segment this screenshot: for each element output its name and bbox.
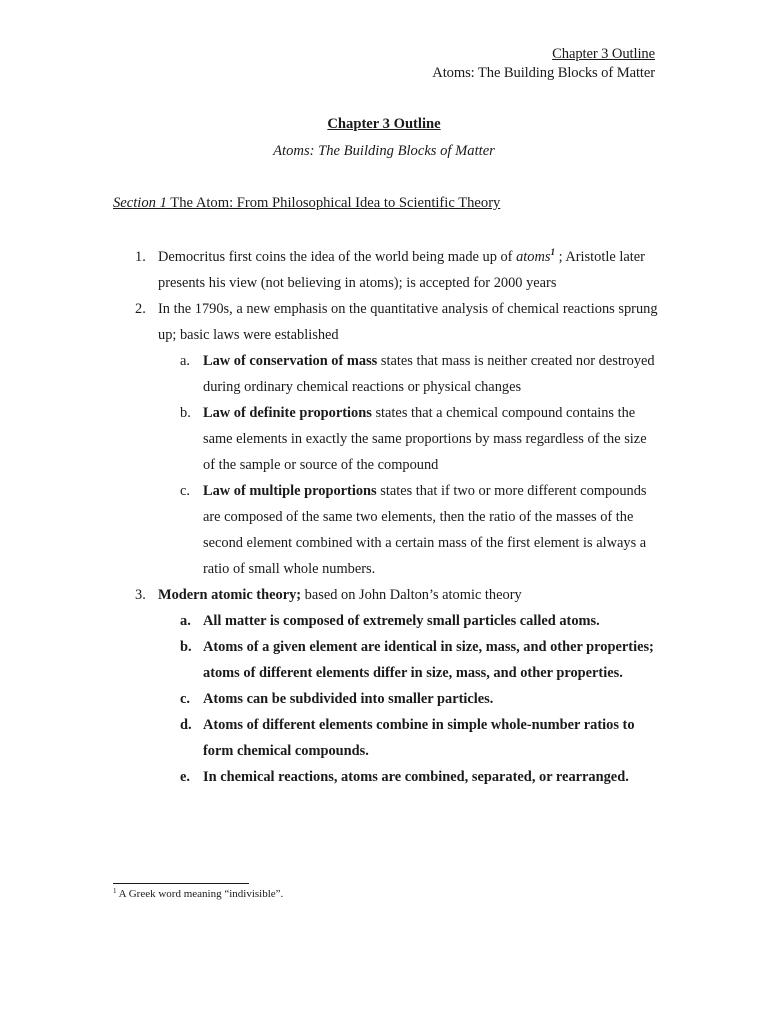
- law-description: states that mass is neither created nor destroyed during ordinary chemical reactions or physical changes: [203, 353, 655, 395]
- running-header: [432, 45, 655, 83]
- footnote-ref: 1: [550, 247, 555, 257]
- item-emphasis: atoms: [516, 249, 551, 265]
- subitem-letter: b.: [180, 639, 192, 655]
- outline-item-2: [113, 296, 658, 348]
- outline-subitem-3c: [113, 686, 658, 712]
- law-name: Law of conservation of mass: [203, 353, 378, 369]
- outline-subitem-3d: [113, 712, 658, 764]
- outline-subitem-3b: [113, 634, 658, 686]
- subitem-text: In chemical reactions, atoms are combined, separated, or rearranged.: [203, 769, 629, 785]
- subitem-text: Atoms can be subdivided into smaller particles.: [203, 691, 494, 707]
- item-text: based on John Dalton’s atomic theory: [301, 587, 522, 603]
- item-text-pre: Democritus first coins the idea of the world being made up of: [158, 249, 517, 265]
- item-number: 2.: [135, 301, 146, 317]
- header-subtitle: Atoms: The Building Blocks of Matter: [432, 65, 655, 81]
- outline-subitem-2b: [113, 400, 658, 478]
- outline-subitem-2c: [113, 478, 658, 582]
- subitem-letter: c.: [180, 483, 190, 499]
- outline-subitem-3e: [113, 764, 658, 790]
- footnote-separator: [113, 883, 249, 884]
- footnote-text: A Greek word meaning “indivisible”.: [116, 888, 284, 900]
- item-number: 1.: [135, 249, 146, 265]
- subitem-text: All matter is composed of extremely small particles called atoms.: [203, 613, 600, 629]
- outline-list: [113, 244, 658, 790]
- subitem-letter: a.: [180, 613, 191, 629]
- subitem-letter: e.: [180, 769, 190, 785]
- item-text: In the 1790s, a new emphasis on the quantitative analysis of chemical reactions sprung up; basic laws were established: [158, 301, 658, 343]
- item-text-post: ; Aristotle later presents his view (not believing in atoms); is accepted for 2000 years: [158, 249, 645, 291]
- law-description: states that if two or more different compounds are composed of the same two elements, then the ratio of the masses of the second element combined with a certain mass of the first element is always a ratio of small whole numbers.: [203, 483, 647, 577]
- subitem-text: Atoms of different elements combine in simple whole-number ratios to form chemical compounds.: [203, 717, 635, 759]
- item-bold-text: Modern atomic theory;: [158, 587, 302, 603]
- page-subtitle: Atoms: The Building Blocks of Matter: [273, 143, 495, 159]
- section-heading: [113, 195, 500, 212]
- section-label: Section 1: [113, 195, 167, 211]
- law-name: Law of multiple proportions: [203, 483, 377, 499]
- outline-subitem-2a: [113, 348, 658, 400]
- outline-subitem-3a: [113, 608, 658, 634]
- section-title: The Atom: From Philosophical Idea to Scientific Theory: [166, 195, 501, 211]
- header-chapter: Chapter 3 Outline: [552, 46, 655, 62]
- item-number: 3.: [135, 587, 146, 603]
- law-name: Law of definite proportions: [203, 405, 372, 421]
- subitem-letter: a.: [180, 353, 190, 369]
- subitem-letter: b.: [180, 405, 191, 421]
- footnote-mark: 1: [113, 887, 117, 895]
- outline-item-3: [113, 582, 658, 608]
- footnote: [113, 888, 283, 900]
- subitem-text: Atoms of a given element are identical in size, mass, and other properties; atoms of different elements differ in size, mass, and other properties.: [203, 639, 654, 681]
- outline-item-1: [113, 244, 658, 296]
- law-description: states that a chemical compound contains the same elements in exactly the same proportions by mass regardless of the size of the sample or source of the compound: [203, 405, 647, 473]
- subitem-letter: d.: [180, 717, 192, 733]
- page-title: Chapter 3 Outline: [327, 116, 441, 132]
- subitem-letter: c.: [180, 691, 190, 707]
